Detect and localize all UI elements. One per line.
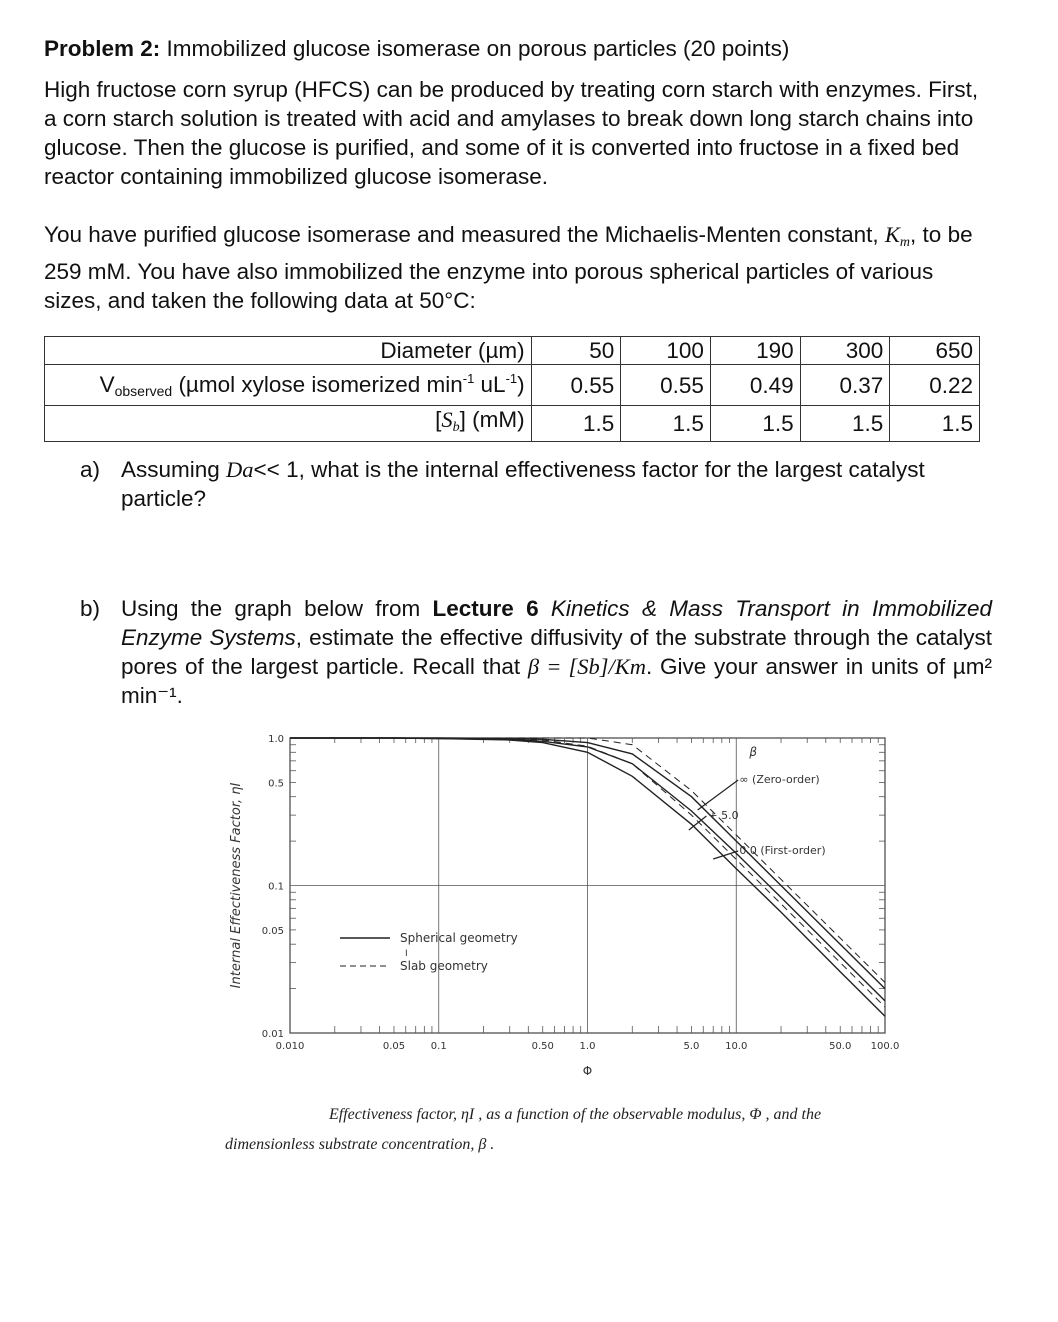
x-tick-label: 10.0 [725, 1041, 748, 1052]
question-a-label: a) [80, 457, 101, 482]
problem-title-text: Immobilized glucose isomerase on porous particles (20 points) [160, 36, 790, 61]
legend-slab: Slab geometry [400, 959, 488, 973]
y-axis-label: Internal Effectiveness Factor, ηI [229, 782, 244, 989]
y-tick-label: 0.05 [261, 925, 284, 937]
x-tick-label: 1.0 [579, 1041, 596, 1052]
data-table [44, 336, 980, 442]
beta-label: β [749, 745, 758, 759]
table-cell: 0.55 [621, 365, 711, 406]
table-row-sb [45, 406, 980, 442]
intro2-part1: You have purified glucose isomerase and measured the Michaelis-Menten constant, [44, 222, 885, 247]
question-a-text: Assuming Da<< 1, what is the internal effectiveness factor for the largest catalyst particle? [121, 457, 925, 511]
caption-line-2: dimensionless substrate concentration, β . [225, 1136, 495, 1153]
table-cell: 0.22 [890, 365, 980, 406]
legend-spherical: Spherical geometry [400, 931, 518, 945]
question-b-label: b) [80, 596, 101, 621]
table-cell: 1.5 [800, 406, 890, 442]
figure-caption [225, 1100, 925, 1160]
x-axis-label: Φ [582, 1064, 593, 1078]
series-label: + 5.0 [708, 809, 739, 822]
intro2-part2: , to be 259 mM. You have also immobilized the enzyme into porous spherical particles of various sizes, and taken the following data at 50°C: [44, 222, 973, 313]
question-b-text: Using the graph below from Lecture 6 Kinetics & Mass Transport in Immobilized Enzyme Systems, estimate the effective diffusivity of the substrate through the catalyst pores of the largest particle. Recall that β = [Sb]/Km. Give your answer in units of µm² min⁻¹. [121, 596, 993, 708]
label-arrow [698, 780, 739, 810]
legend-separator: I [405, 949, 408, 959]
table-row-vobserved [45, 365, 980, 406]
y-tick-label: 1.0 [268, 734, 284, 745]
x-tick-label: 0.50 [531, 1041, 554, 1052]
table-cell: 300 [800, 337, 890, 365]
intro2-paragraph [44, 220, 994, 315]
lecture-ref: Lecture 6 [432, 596, 539, 621]
y-tick-label: 0.5 [268, 778, 284, 790]
table-cell: 1.5 [531, 406, 621, 442]
lecture-title: Kinetics & Mass Transport in Immobilized Enzyme Systems [121, 596, 992, 650]
km-subscript: m [899, 235, 911, 250]
table-cell: 50 [531, 337, 621, 365]
table-cell: 1.5 [710, 406, 800, 442]
effectiveness-factor-chart [220, 720, 920, 1095]
table-row-diameter [45, 337, 980, 365]
question-a [80, 455, 990, 513]
table-cell: 1.5 [890, 406, 980, 442]
da-symbol: Da [226, 457, 254, 482]
table-cell: 1.5 [621, 406, 711, 442]
table-cell: 0.49 [710, 365, 800, 406]
intro-paragraph: High fructose corn syrup (HFCS) can be produced by treating corn starch with enzymes. First, a corn starch solution is treated with acid and amylases to break down long starch chains into glucose. Then the glucose is purified, and some of it is converted into fructose in a fixed bed reactor containing immobilized glucose isomerase. [44, 77, 979, 189]
table-cell: 190 [710, 337, 800, 365]
caption-line-1: Effectiveness factor, ηI , as a function of the observable modulus, Φ , and the [329, 1106, 822, 1123]
problem-label: Problem 2: [44, 36, 161, 61]
y-tick-label: 0.01 [261, 1029, 284, 1040]
x-tick-label: 0.1 [430, 1041, 447, 1052]
table-cell: 100 [621, 337, 711, 365]
x-tick-label: 5.0 [683, 1041, 700, 1052]
table-cell: 650 [890, 337, 980, 365]
question-b [80, 594, 992, 710]
row-label-sb: $[S_b]$ (mM) [45, 406, 532, 442]
beta-formula: β = [Sb]/Km [527, 654, 647, 679]
series-label: ∞ (Zero-order) [739, 773, 820, 786]
table-cell: 0.55 [531, 365, 621, 406]
y-tick-label: 0.1 [268, 881, 284, 893]
x-tick-label: 0.05 [382, 1041, 406, 1052]
table-cell: 0.37 [800, 365, 890, 406]
row-label-diameter: Diameter (µm) [45, 337, 532, 365]
row-label-vobserved: $V_{observed}$ (µmol xylose isomerized $\min^{-1} uL^{-1}$) [45, 365, 532, 406]
problem-title [44, 34, 994, 63]
km-symbol: K [884, 222, 900, 247]
x-tick-label: 0.010 [275, 1041, 305, 1052]
series-label: 0.0 (First-order) [739, 844, 826, 857]
x-tick-label: 50.0 [829, 1041, 852, 1052]
x-tick-label: 100.0 [870, 1041, 900, 1052]
